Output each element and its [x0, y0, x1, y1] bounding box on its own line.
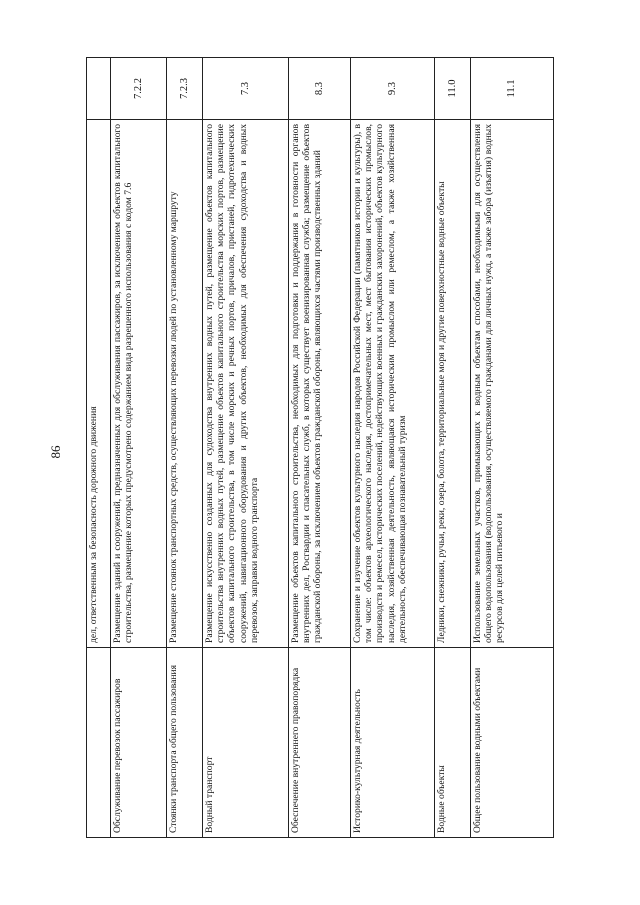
use-type-name [87, 648, 111, 838]
table-row [203, 58, 289, 838]
use-type-name: Водные объекты [435, 648, 471, 838]
use-type-description: Размещение зданий и сооружений, предназначенных для обслуживания пассажиров, за исключением объектов капитального строительства, размещение которых предусмотрено содержанием вида разрешенного использования с кодом 7.6 [111, 120, 167, 648]
use-type-code: 8.3 [289, 58, 351, 120]
use-type-code: 11.0 [435, 58, 471, 120]
table-row [87, 58, 111, 838]
use-type-name: Водный транспорт [203, 648, 289, 838]
use-type-name: Стоянки транспорта общего пользования [167, 648, 203, 838]
use-type-description: Ледники, снежники, ручьи, реки, озера, болота, территориальные моря и другие поверхностные водные объекты [435, 120, 471, 648]
use-type-name: Общее пользование водными объектами [471, 648, 554, 838]
table-row [471, 58, 554, 838]
use-type-name: Обслуживание перевозок пассажиров [111, 648, 167, 838]
table-row [111, 58, 167, 838]
table-row [351, 58, 435, 838]
use-type-name: Обеспечение внутреннего правопорядка [289, 648, 351, 838]
use-type-name: Историко-культурная деятельность [351, 648, 435, 838]
use-type-code: 11.1 [471, 58, 554, 120]
use-type-code: 9.3 [351, 58, 435, 120]
table-row [289, 58, 351, 838]
use-type-code: 7.3 [203, 58, 289, 120]
use-type-code: 7.2.3 [167, 58, 203, 120]
page-number: 86 [48, 445, 63, 459]
use-type-code [87, 58, 111, 120]
use-type-code: 7.2.2 [111, 58, 167, 120]
use-type-description: Размещение стоянок транспортных средств, осуществляющих перевозки людей по установленному маршруту [167, 120, 203, 648]
table-row [435, 58, 471, 838]
use-type-description: дел, ответственным за безопасность дорожного движения [87, 120, 111, 648]
land-use-table [86, 57, 554, 838]
use-type-description: Размещение объектов капитального строительства, необходимых для подготовки и поддержания в готовности органов внутренних дел, Росгвардии и спасательных служб, в которых существует военизированная служба; размещение объектов гражданской обороны, за исключением объектов гражданской обороны, являющихся частями производственных зданий [289, 120, 351, 648]
table-row [167, 58, 203, 838]
land-use-table-rotated [86, 58, 553, 838]
use-type-description: Размещение искусственно созданных для судоходства внутренних водных путей, размещение объектов капитального строительства внутренних водных путей, размещение объектов капитального строительства морских портов, размещение объектов капитального строительства, в том числе морских и речных портов, причалов, пристаней, гидротехнических сооружений, навигационного оборудования и других объектов, необходимых для обеспечения судоходства и водных перевозок, заправки водного транспорта [203, 120, 289, 648]
use-type-description: Использование земельных участков, примыкающих к водным объектам способами, необходимыми для осуществления общего водопользования (водопользования, осуществляемого гражданами для личных нужд, а также забора (изъятия) водных ресурсов для целей питьевого и [471, 120, 554, 648]
use-type-description: Сохранение и изучение объектов культурного наследия народов Российской Федерации (памятников истории и культуры), в том числе: объектов археологического наследия, достопримечательных мест, мест бытования исторических промыслов, производств и ремесел, исторических поселений, недействующих военных и гражданских захоронений, объектов культурного наследия, хозяйственная деятельность, являющаяся историческим промыслом или ремеслом, а также хозяйственная деятельность, обеспечивающая познавательный туризм [351, 120, 435, 648]
